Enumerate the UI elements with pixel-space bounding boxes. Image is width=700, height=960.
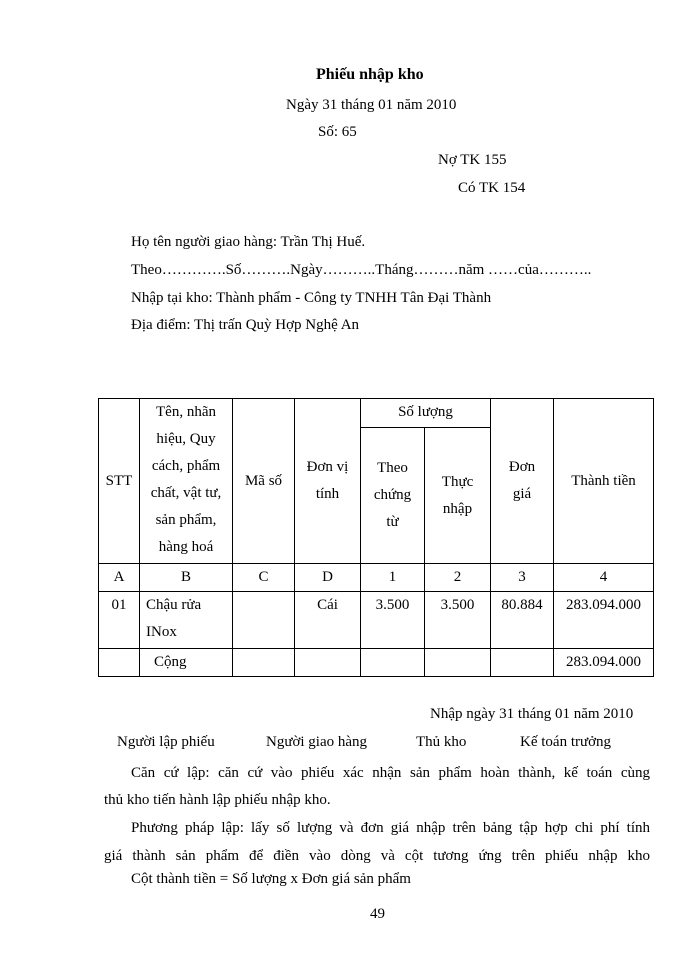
basis-line-1: Căn cứ lập: căn cứ vào phiếu xác nhận sản phẩm hoàn thành, kế toán cùng <box>131 765 650 781</box>
warehouse-line: Nhập tại kho: Thành phẩm - Công ty TNHH Tân Đại Thành <box>131 290 492 306</box>
total-row <box>99 649 654 677</box>
document-date: Ngày 31 tháng 01 năm 2010 <box>286 97 457 113</box>
total-amount: 283.094.000 <box>554 649 654 677</box>
receipt-table <box>98 398 654 677</box>
row-qty-actual: 3.500 <box>425 592 491 649</box>
signature-preparer: Người lập phiếu <box>117 734 215 750</box>
reference-line: Theo………….Số……….Ngày………..Tháng………năm ……của……….. <box>131 262 592 278</box>
document-number: Số: 65 <box>318 124 357 140</box>
header-qty-actual: Thực nhập <box>425 428 491 564</box>
signature-storekeeper: Thủ kho <box>416 734 467 750</box>
column-code: 4 <box>554 564 654 592</box>
header-quantity: Số lượng <box>361 399 491 428</box>
column-code: 2 <box>425 564 491 592</box>
signature-chief-accountant: Kế toán trưởng <box>520 734 612 750</box>
row-unit-price: 80.884 <box>491 592 554 649</box>
deliverer-name: Họ tên người giao hàng: Trần Thị Huế. <box>131 234 366 250</box>
debit-account: Nợ TK 155 <box>438 152 507 168</box>
location-line: Địa điểm: Thị trấn Quỳ Hợp Nghệ An <box>131 317 360 333</box>
column-code: D <box>295 564 361 592</box>
table-row <box>99 592 654 649</box>
method-line-1: Phương pháp lập: lấy số lượng và đơn giá nhập trên bảng tập hợp chi phí tính <box>131 820 650 836</box>
total-label: Cộng <box>140 649 233 677</box>
header-unit: Đơn vị tính <box>295 399 361 564</box>
row-qty-document: 3.500 <box>361 592 425 649</box>
row-amount: 283.094.000 <box>554 592 654 649</box>
column-code: 3 <box>491 564 554 592</box>
column-code-row <box>99 564 654 592</box>
row-unit: Cái <box>295 592 361 649</box>
page-number: 49 <box>370 906 385 922</box>
header-code: Mã số <box>233 399 295 564</box>
header-qty-document: Theo chứng từ <box>361 428 425 564</box>
row-code <box>233 592 295 649</box>
method-line-2: giá thành sản phẩm để điền vào dòng và cột tương ứng trên phiếu nhập kho <box>104 848 650 864</box>
credit-account: Có TK 154 <box>458 180 526 196</box>
basis-line-2: thủ kho tiến hành lập phiếu nhập kho. <box>104 792 331 808</box>
row-item-name: Chậu rửa INox <box>140 592 233 649</box>
column-code: A <box>99 564 140 592</box>
column-code: C <box>233 564 295 592</box>
signature-deliverer: Người giao hàng <box>266 734 368 750</box>
header-item-name: Tên, nhãn hiệu, Quy cách, phẩm chất, vật tư, sản phẩm, hàng hoá <box>140 399 233 564</box>
column-code: 1 <box>361 564 425 592</box>
column-code: B <box>140 564 233 592</box>
header-amount: Thành tiền <box>554 399 654 564</box>
row-stt: 01 <box>99 592 140 649</box>
header-stt: STT <box>99 399 140 564</box>
formula-line: Cột thành tiền = Số lượng x Đơn giá sản phẩm <box>131 871 411 887</box>
header-unit-price: Đơn giá <box>491 399 554 564</box>
page-title: Phiếu nhập kho <box>316 66 424 83</box>
entry-date: Nhập ngày 31 tháng 01 năm 2010 <box>430 706 634 722</box>
